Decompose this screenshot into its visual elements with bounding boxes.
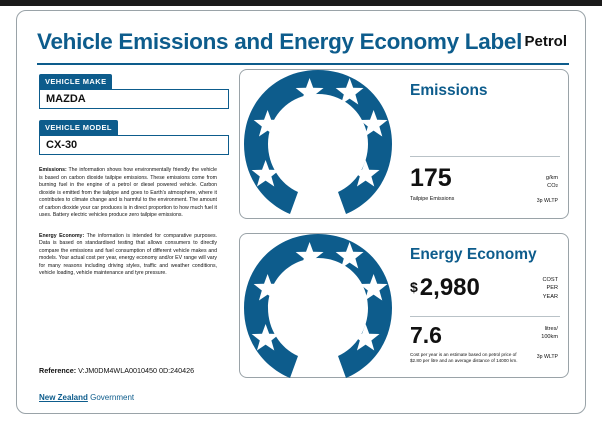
energy-footnote: Cost per year is an estimate based on petrol price of $2.80 per litre and an average distance of 14000 km. xyxy=(410,352,518,364)
emissions-caption-rest: EMISSIONS xyxy=(310,142,351,149)
emissions-star-value: 2.5 xyxy=(310,117,338,139)
emissions-note-heading: Emissions: xyxy=(39,167,67,173)
vehicle-make-label: VEHICLE MAKE xyxy=(39,74,112,89)
energy-panel-title: Energy Economy xyxy=(410,246,537,263)
energy-panel-divider xyxy=(410,316,560,317)
energy-star-caption xyxy=(282,306,366,323)
emissions-panel-title: Emissions xyxy=(410,82,488,99)
logo-newzealand-text: New Zealand xyxy=(39,393,88,402)
energy-cost-units-line1: COST xyxy=(542,277,558,283)
vehicle-label-card xyxy=(16,10,586,414)
emissions-note-text: The information shows how environmentally friendly the vehicle is based on carbon dioxide tailpipe emissions. These emissions come from burning fuel in the engine of a petrol or diesel powered vehicle. Carbon dioxide is emitted from the tailpipe and goes to Earth's atmosphere, where it contributes to climate change and is harmful to the environment. The amount of carbon dioxide your car produces is in direct proportion to how much fuel it uses. Battery electric vehicles produce zero tailpipe emissions. xyxy=(39,167,217,219)
emissions-star-caption xyxy=(282,142,366,159)
vehicle-model-label: VEHICLE MODEL xyxy=(39,120,118,135)
emissions-value-sublabel: Tailpipe Emissions xyxy=(410,196,455,202)
energy-caption-line1: ENERGY ECONOMY xyxy=(291,306,357,313)
nz-government-logo xyxy=(39,393,134,402)
energy-economy-panel xyxy=(239,233,569,378)
reference-label: Reference: xyxy=(39,366,77,375)
emissions-caption-sub: 2 xyxy=(307,143,311,149)
emissions-star-center xyxy=(282,118,366,159)
energy-star-center xyxy=(282,282,366,323)
vehicle-model-value: CX-30 xyxy=(39,135,229,155)
reference-line xyxy=(39,366,194,375)
emissions-panel-divider xyxy=(410,156,560,157)
energy-consumption-units xyxy=(541,326,558,342)
emissions-value: 175 xyxy=(410,164,452,192)
energy-note xyxy=(39,233,217,278)
emissions-caption-line2: STAR RATING xyxy=(301,150,347,158)
logo-government-text: Government xyxy=(87,393,135,402)
label-header xyxy=(37,29,567,63)
energy-cost-value: 2,980 xyxy=(419,274,480,301)
emissions-caption-co: CO xyxy=(297,142,308,149)
page-title: Vehicle Emissions and Energy Economy Label xyxy=(37,29,523,54)
emissions-units-line1: g/km xyxy=(545,175,558,181)
currency-symbol: $ xyxy=(410,279,418,295)
energy-cost-units xyxy=(542,276,558,301)
energy-consumption-units-line1: litres/ xyxy=(544,326,558,332)
emissions-units-line2: CO xyxy=(547,182,556,189)
emissions-test-standard: 3p WLTP xyxy=(536,198,558,204)
energy-note-heading: Energy Economy: xyxy=(39,232,85,239)
vehicle-make-field xyxy=(39,71,229,109)
energy-cost-units-line2: PER xyxy=(546,285,558,292)
emissions-units xyxy=(546,175,558,190)
emissions-panel xyxy=(239,69,569,219)
emissions-note xyxy=(39,167,217,220)
energy-cost-units-line3: YEAR xyxy=(542,293,558,300)
energy-consumption-value: 7.6 xyxy=(410,322,442,348)
energy-star-value: 2.5 xyxy=(310,281,338,303)
energy-consumption-units-line2: 100km xyxy=(541,333,558,340)
energy-cost-per-year xyxy=(410,276,480,300)
energy-caption-line2: STAR RATING xyxy=(301,314,347,322)
reference-value: V:JM0DM4WLA0010450 0D:240426 xyxy=(78,366,195,375)
fuel-type-badge: Petrol xyxy=(524,33,567,50)
vehicle-model-field xyxy=(39,117,229,155)
vehicle-make-value: MAZDA xyxy=(39,89,229,109)
vehicle-info-column xyxy=(39,71,229,278)
energy-note-text: The information is intended for comparative purposes. Data is based on standardised testing that allows consumers to directly compare the emissions and fuel consumption of different vehicle makes and models. Your actual cost per year, energy economy and/or EV range will vary for many reasons including driving styles, traffic and weather conditions, vehicle loading, vehicle maintenance and tyre pressure. xyxy=(39,232,218,277)
energy-test-standard: 3p WLTP xyxy=(536,354,558,360)
top-black-strip xyxy=(0,0,602,6)
emissions-units-line2-sub: 2 xyxy=(555,182,558,188)
